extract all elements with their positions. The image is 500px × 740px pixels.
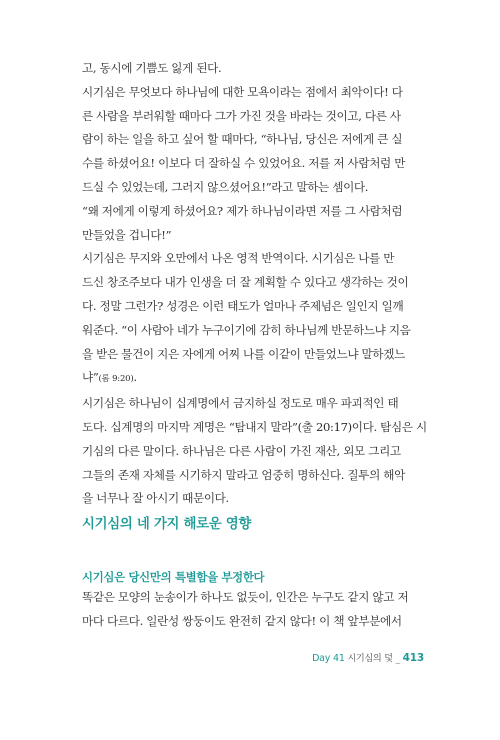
text-line: 수를 하셨어요! 이보다 더 잘하실 수 있었어요. 저를 저 사람처럼 만 <box>82 156 406 171</box>
text-line: 마다 다르다. 일란성 쌍둥이도 완전히 같지 않다! 이 책 앞부분에서 <box>82 613 402 628</box>
footer-title: 시기심의 덫 <box>347 654 393 664</box>
text-line: 람이 하는 일을 하고 싶어 할 때마다, “하나님, 당신은 저에게 큰 실 <box>82 132 403 147</box>
text-line: 른 사람을 부러워할 때마다 그가 가진 것을 바라는 것이고, 다른 사 <box>82 108 401 123</box>
paragraph <box>82 57 434 81</box>
page-footer <box>312 651 424 664</box>
text-line: 시기심은 하나님이 십계명에서 금지하실 정도로 매우 파괴적인 태 <box>82 396 399 411</box>
text-line: 드실 수 있었는데, 그러지 않으셨어요!”라고 말하는 셈이다. <box>82 179 369 194</box>
text-line: “왜 저에게 이렇게 하셨어요? 제가 하나님이라면 저를 그 사람처럼 <box>82 203 403 218</box>
paragraph <box>82 392 434 511</box>
paragraph <box>82 200 434 248</box>
text-line: 그들의 존재 자체를 시기하지 말라고 엄중히 명하신다. 질투의 해악 <box>82 467 405 482</box>
footer-chapter: Day 41 <box>312 653 345 664</box>
text-line: 드신 창조주보다 내가 인생을 더 잘 계획할 수 있다고 생각하는 것이 <box>82 275 409 290</box>
text-line: 워준다. “이 사람아 네가 누구이기에 감히 하나님께 반문하느냐 지음 <box>82 322 411 337</box>
text-line: 도다. 십계명의 마지막 계명은 “탐내지 말라”(출 20:17)이다. 탐심은 시 <box>82 419 427 434</box>
text-line: 기심의 다른 말이다. 하나님은 다른 사람이 가진 재산, 외모 그리고 <box>82 443 401 458</box>
text-line: 시기심은 무지와 오만에서 나온 영적 반역이다. 시기심은 나를 만 <box>82 251 395 266</box>
text-fragment: 냐” <box>82 370 99 385</box>
text-line <box>82 366 434 392</box>
text-line: 만들었을 겁니다!” <box>82 227 172 242</box>
text-line: 을 너무나 잘 아시기 때문이다. <box>82 491 229 506</box>
text-line: 다. 정말 그런가? 성경은 이런 태도가 얼마나 주제넘은 일인지 일깨 <box>82 298 404 313</box>
bible-reference: (롬 9:20) <box>98 374 134 385</box>
body-text <box>82 57 434 511</box>
paragraph <box>82 247 434 392</box>
page-content <box>82 57 434 628</box>
text-line: 똑같은 모양의 눈송이가 하나도 없듯이, 인간은 누구도 같지 않고 저 <box>82 590 409 604</box>
text-line: 을 받은 물건이 지은 자에게 어찌 나를 이같이 만들었느냐 말하겠느 <box>82 346 405 361</box>
text-fragment: . <box>133 370 137 385</box>
footer-separator: _ <box>395 654 400 664</box>
paragraph <box>82 81 434 200</box>
paragraph <box>82 586 434 634</box>
page-number: 413 <box>402 652 424 664</box>
section-heading: 시기심의 네 가지 해로운 영향 <box>82 517 252 532</box>
sub-heading: 시기심은 당신만의 특별함을 부정한다 <box>82 570 265 584</box>
text-line: 고, 동시에 기쁨도 잃게 된다. <box>82 61 222 75</box>
section-body <box>82 586 434 634</box>
text-line: 시기심은 무엇보다 하나님에 대한 모욕이라는 점에서 최악이다! 다 <box>82 84 403 99</box>
